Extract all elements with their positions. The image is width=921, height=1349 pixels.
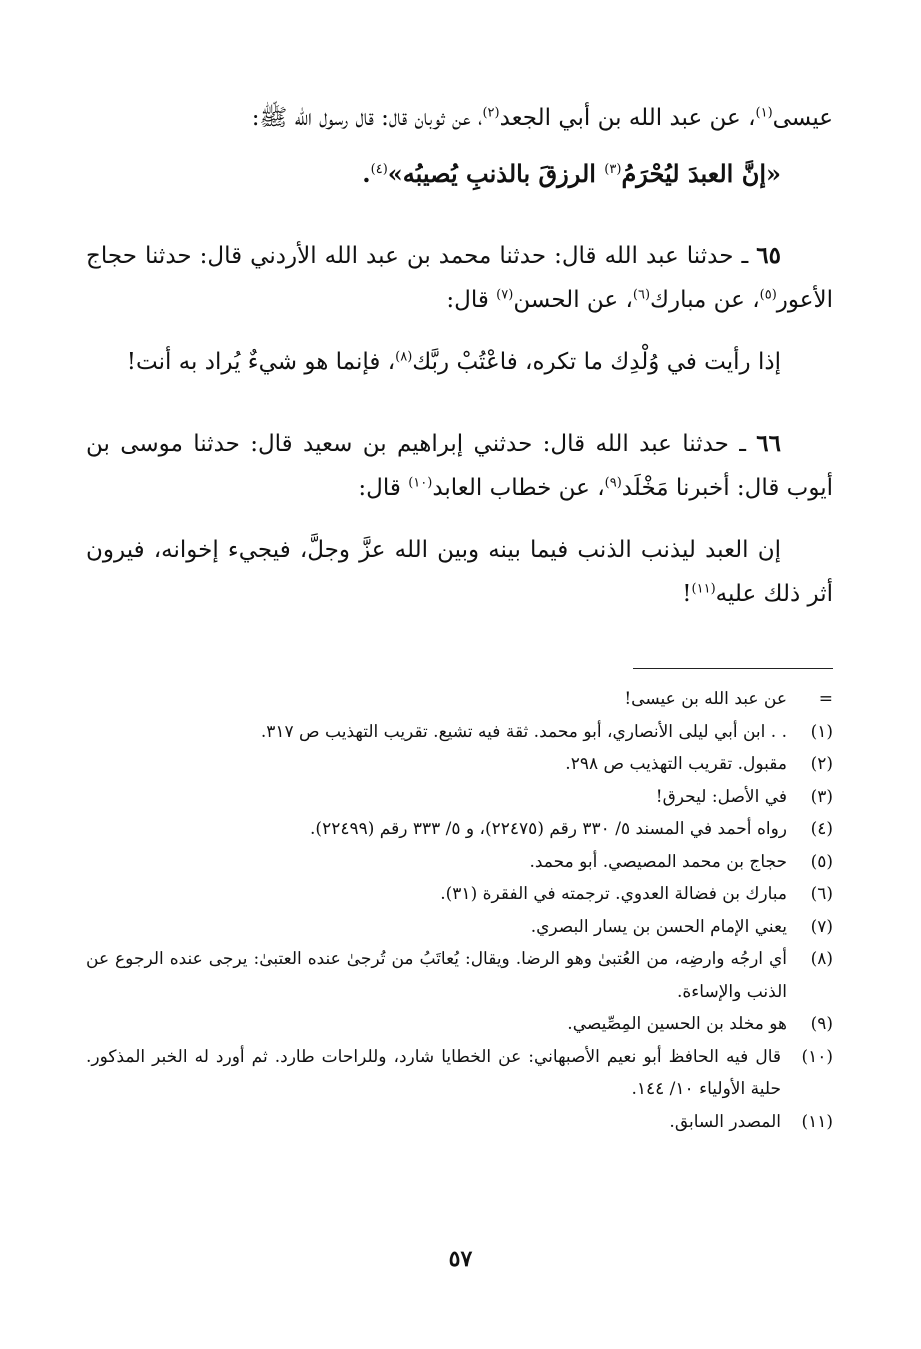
footnote-10 (86, 1041, 833, 1106)
item-66-quote (86, 528, 833, 616)
footnote-ref-4: (٤) (370, 162, 388, 177)
hadith-text-3: . (362, 159, 371, 188)
item-65-isnad (86, 234, 833, 322)
footnote-text: مبارك بن فضالة العدوي. ترجمته في الفقرة (٣١). (440, 884, 787, 904)
footnote-3 (86, 781, 833, 814)
footnote-number: (٩) (810, 1014, 833, 1034)
footnote-1 (86, 716, 833, 749)
quote-65-text-2: ، فإنما هو شيءٌ يُراد به أنت! (126, 349, 396, 375)
footnote-number: (١) (810, 721, 833, 742)
item-66-number: ٦٦ (756, 430, 781, 457)
footnote-4 (86, 813, 833, 846)
footnote-number: (٣) (810, 786, 833, 807)
footnote-ref-9: (٩) (604, 475, 622, 491)
footnote-number: (٨) (810, 949, 833, 969)
footnote-text: أي ارجُه وارضِه، من العُتبىٰ وهو الرضا. ويقال: يُعاتَبُ من تُرجىٰ عنده العتبىٰ: يرجى عنده الرجوع عن الذنب والإساءة. (86, 949, 787, 1002)
intro-paragraph (86, 96, 833, 140)
footnote-8 (86, 943, 833, 1008)
footnote-number: (٧) (810, 916, 833, 937)
intro-text-3: ، عن ثوبان قال: قال (355, 105, 483, 131)
footnote-number: = (818, 689, 833, 709)
intro-text-4: رسول الله ﷺ: (251, 105, 349, 131)
footnote-5 (86, 846, 833, 879)
footnote-ref-3: (٣) (604, 162, 622, 177)
footnote-text: في الأصل: ليحرق! (655, 786, 787, 807)
footnote-ref-11: (١١) (691, 581, 716, 597)
footnote-11 (86, 1106, 833, 1139)
footnote-number: (١١) (801, 1111, 833, 1132)
hadith-text-1: «إنَّ العبدَ ليُحْرَمُ (621, 159, 781, 188)
footnote-7 (86, 911, 833, 944)
hadith-text-2: الرزقَ بالذنبِ يُصيبُه» (387, 159, 605, 188)
quote-65-text-1: إذا رأيت في وُلْدِك ما تكره، فاعْتُبْ ربَّك (412, 349, 781, 375)
intro-text-2: ، عن عبد الله بن أبي الجعد (499, 105, 756, 131)
item-66-isnad (86, 422, 833, 510)
footnote-text: هو مخلد بن الحسين المِصِّيصي. (567, 1014, 787, 1034)
footnote-text: يعني الإمام الحسن بن يسار البصري. (530, 916, 787, 937)
item-65-number: ٦٥ (756, 242, 781, 269)
item-66-text-2: ، عن خطاب العابد (432, 475, 605, 501)
item-65-quote (86, 340, 833, 384)
footnote-text: مقبول. تقريب التهذيب ص ٢٩٨. (565, 754, 787, 774)
footnote-text: عن عبد الله بن عيسى! (624, 689, 787, 709)
quote-66-text-2: ! (682, 581, 692, 607)
footnote-number: (٤) (810, 819, 833, 839)
footnote-9 (86, 1008, 833, 1041)
item-66-text-3: قال: (358, 475, 409, 501)
item-65-text-2: ، عن مبارك (650, 287, 760, 313)
footnote-ref-8: (٨) (395, 349, 413, 365)
footnote-text: حجاج بن محمد المصيصي. أبو محمد. (529, 851, 787, 872)
item-65-text-1: حدثنا عبد الله قال: حدثنا محمد بن عبد الله الأردني قال: حدثنا حجاج الأعور (86, 243, 833, 313)
footnote-ref-10: (١٠) (408, 475, 433, 491)
item-65-text-3: ، عن الحسن (513, 287, 633, 313)
footnote-text: قال فيه الحافظ أبو نعيم الأصبهاني: عن الخطايا شارد، وللراحات طارد. ثم أورد له الخبر المذكور. حلية الأولياء ١٠/ ١٤٤. (86, 1046, 781, 1099)
footnote-ref-5: (٥) (759, 287, 777, 303)
footnote-ref-6: (٦) (632, 287, 651, 303)
page-number: ٥٧ (448, 1246, 473, 1272)
footnote-number: (١٠) (801, 1046, 833, 1067)
footnote-number: (٥) (810, 851, 833, 872)
footnote-text: المصدر السابق. (669, 1111, 781, 1132)
footnote-ref-2: (٢) (482, 105, 500, 121)
footnote-separator (633, 668, 833, 669)
item-66-text-1: حدثنا عبد الله قال: حدثني إبراهيم بن سعيد قال: حدثنا موسى بن أيوب قال: أخبرنا مَخْلَد (86, 431, 833, 501)
item-65-text-4: قال: (446, 287, 497, 313)
footnote-number: (٦) (810, 884, 833, 904)
footnote-6 (86, 878, 833, 911)
item-65-dash: ـ (733, 243, 757, 269)
footnote-ref-7: (٧) (496, 287, 514, 303)
item-66-dash: ـ (728, 431, 757, 457)
footnote-continuation (86, 683, 833, 716)
footnotes (86, 683, 833, 1138)
intro-text-1: عيسى (772, 105, 833, 131)
quote-66-text-1: إن العبد ليذنب الذنب فيما بينه وبين الله عزَّ وجلَّ، فيجيء إخوانه، فيرون أثر ذلك عليه (86, 537, 833, 607)
hadith-quote (86, 152, 833, 196)
footnote-text: رواه أحمد في المسند ٥/ ٣٣٠ رقم (٢٢٤٧٥)، و ٥/ ٣٣٣ رقم (٢٢٤٩٩). (310, 819, 787, 839)
footnote-2 (86, 748, 833, 781)
footnote-text: . . ابن أبي ليلى الأنصاري، أبو محمد. ثقة فيه تشيع. تقريب التهذيب ص ٣١٧. (260, 721, 787, 742)
footnote-number: (٢) (810, 754, 833, 774)
footnote-ref-1: (١) (755, 105, 773, 121)
